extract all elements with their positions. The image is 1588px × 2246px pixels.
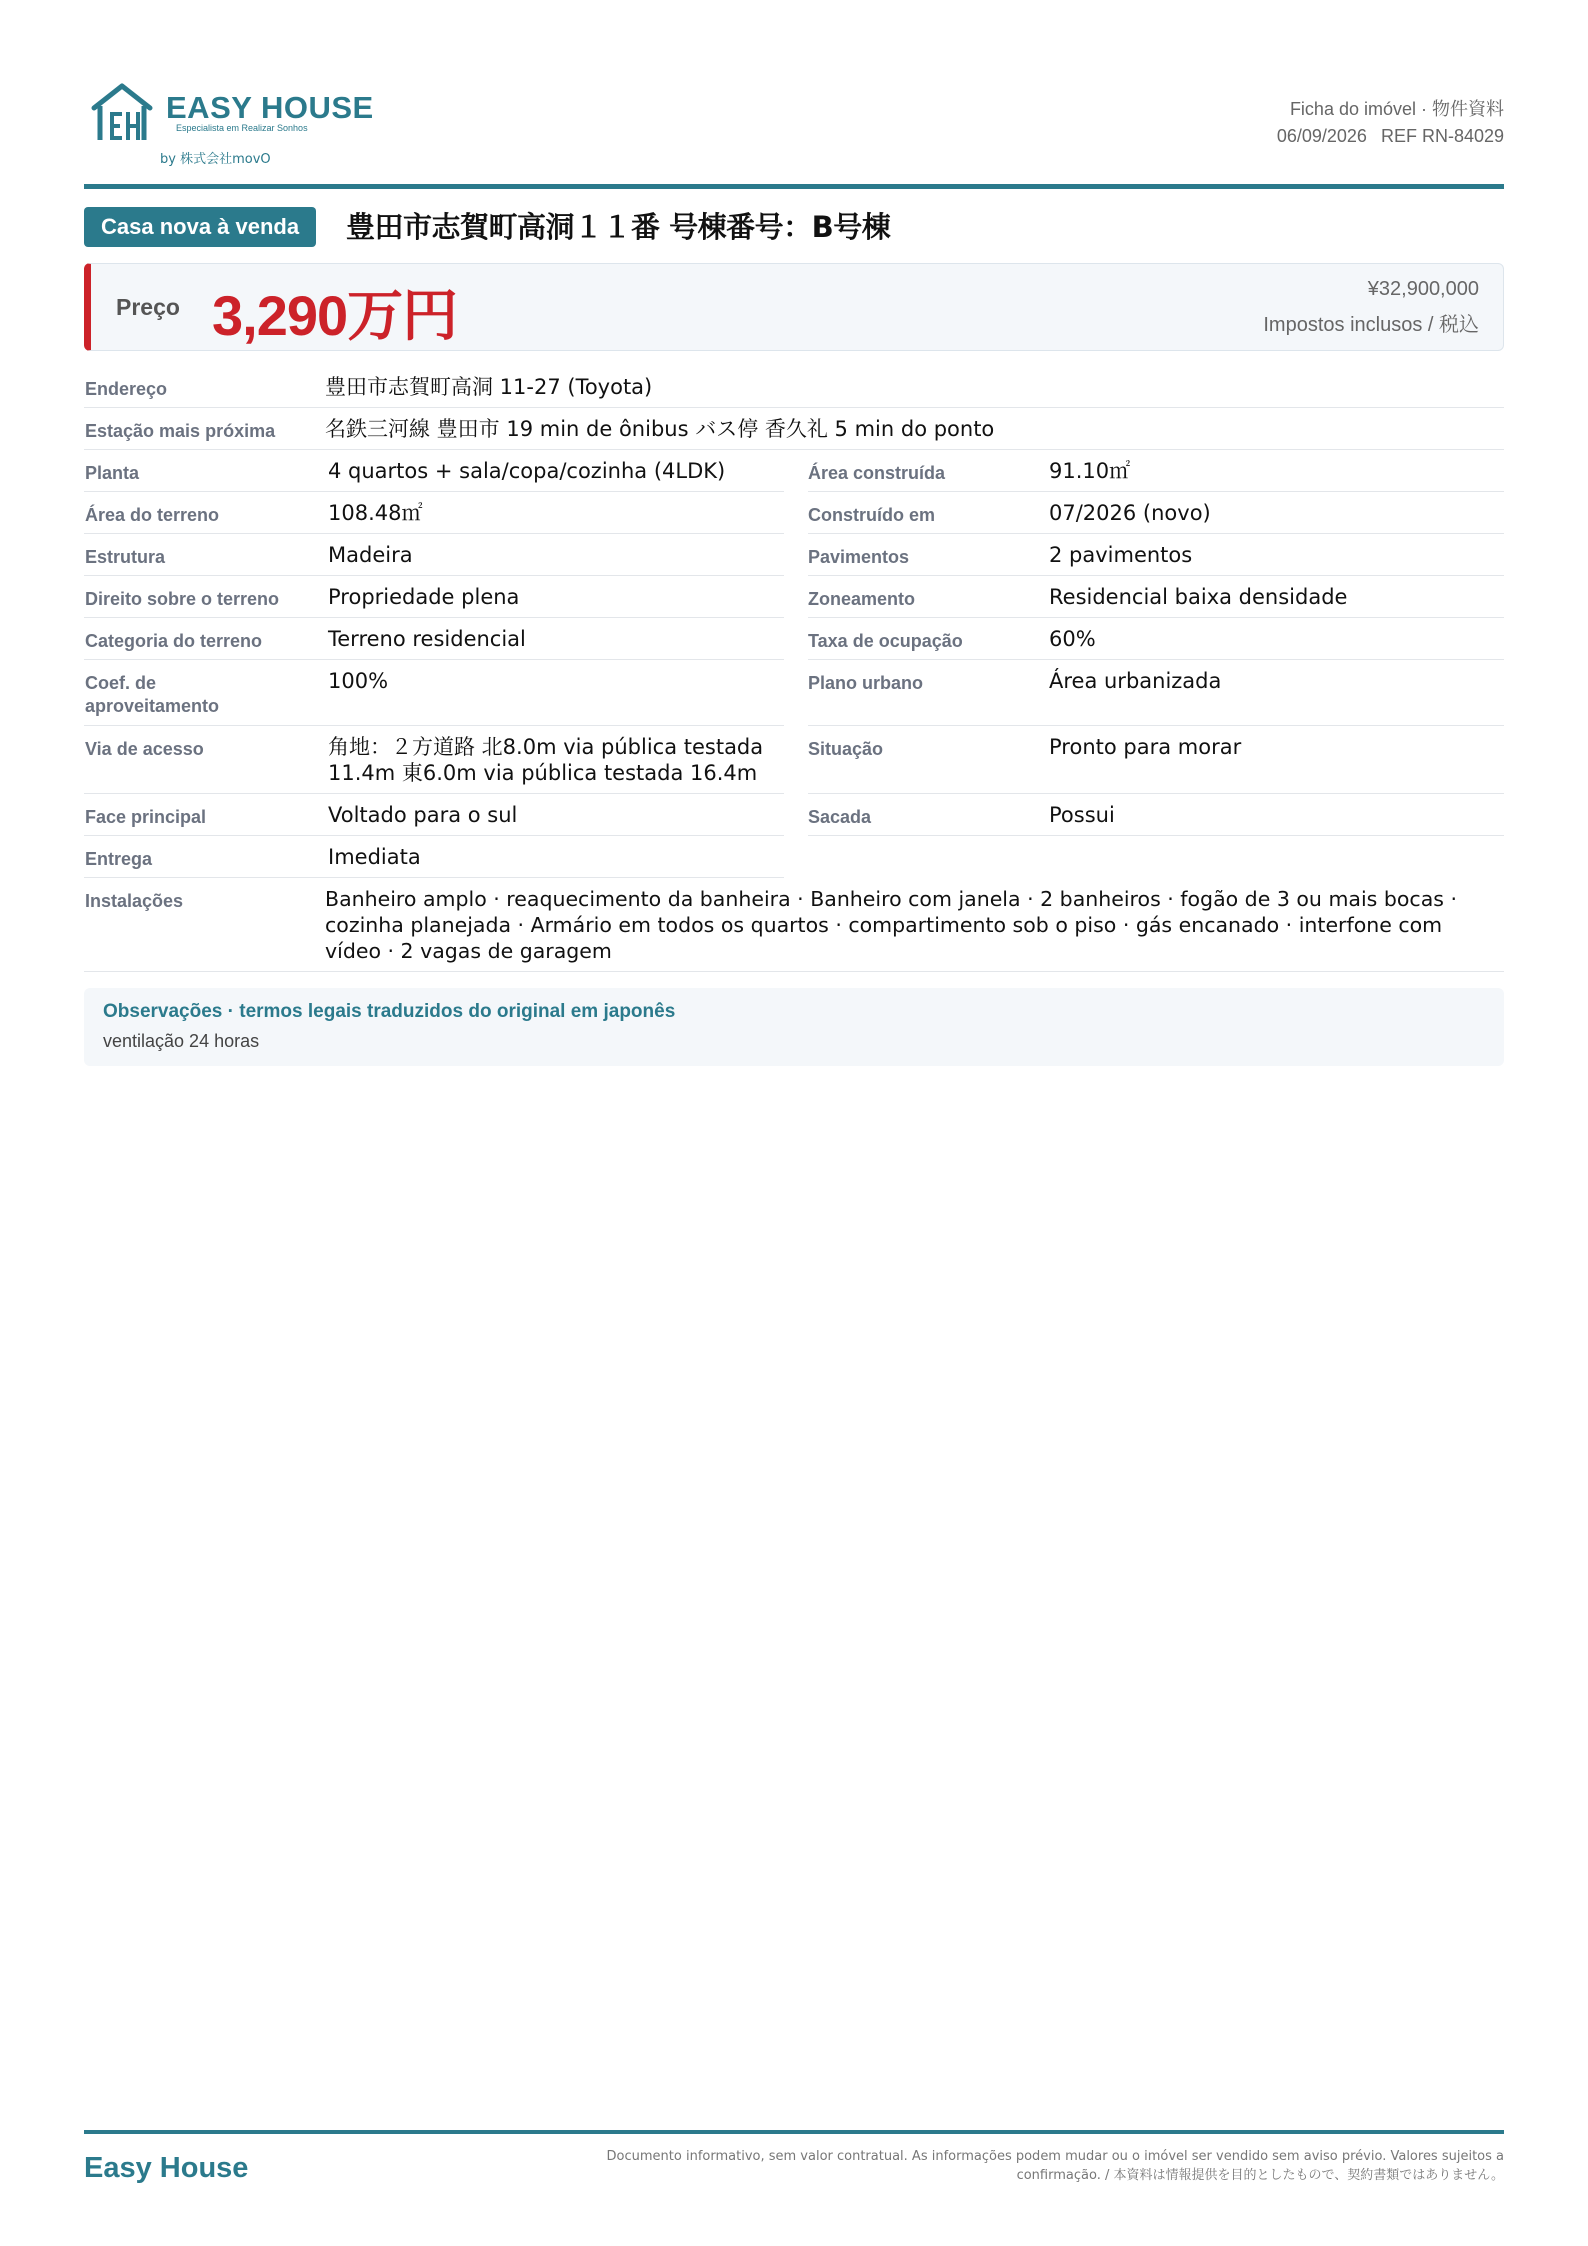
property-title: 豊田市志賀町高洞１１番 号棟番号：B号棟 bbox=[346, 210, 891, 244]
detail-cell bbox=[808, 492, 1504, 534]
detail-row-address bbox=[84, 366, 1504, 408]
detail-value: 4 quartos + sala/copa/cozinha (4LDK) bbox=[328, 459, 726, 483]
detail-label: Construído em bbox=[808, 505, 936, 525]
price-label: Preço bbox=[116, 294, 180, 320]
header bbox=[84, 82, 1504, 182]
price-tax-note: Impostos inclusos / 税込 bbox=[1263, 314, 1479, 336]
detail-value: Madeira bbox=[328, 543, 413, 567]
detail-label: Direito sobre o terreno bbox=[85, 589, 280, 609]
detail-value: 豊田市志賀町高洞 11-27 (Toyota) bbox=[325, 375, 653, 399]
detail-label: Planta bbox=[85, 463, 140, 483]
footer-brand: Easy House bbox=[84, 2152, 249, 2184]
notes-box bbox=[84, 988, 1504, 1066]
details-table bbox=[84, 366, 1504, 972]
price-box bbox=[84, 263, 1504, 351]
detail-cell bbox=[84, 534, 784, 576]
detail-cell bbox=[84, 660, 784, 726]
detail-row-access-road bbox=[84, 726, 1504, 794]
detail-value: 2 pavimentos bbox=[1049, 543, 1193, 567]
detail-label: Entrega bbox=[85, 849, 153, 869]
detail-row-facilities bbox=[84, 878, 1504, 972]
detail-cell bbox=[84, 492, 784, 534]
detail-row-land-category bbox=[84, 618, 1504, 660]
document-date-ref bbox=[1277, 123, 1504, 150]
detail-value: Imediata bbox=[328, 845, 421, 869]
detail-label: Face principal bbox=[85, 807, 207, 827]
detail-label: Coef. de aproveitamento bbox=[85, 673, 220, 716]
brand-logo bbox=[90, 82, 374, 172]
detail-cell bbox=[808, 534, 1504, 576]
detail-label: Pavimentos bbox=[808, 547, 910, 567]
document-meta bbox=[1277, 96, 1504, 150]
detail-label: Estação mais próxima bbox=[85, 421, 276, 441]
detail-label: Sacada bbox=[808, 807, 872, 827]
detail-label: Situação bbox=[808, 739, 884, 759]
detail-label: Área do terreno bbox=[85, 505, 220, 525]
detail-value: Banheiro amplo · reaquecimento da banheira · Banheiro com janela · 2 banheiros · fogão de 3 ou mais bocas · cozinha planejada · Armário em todos os quartos · compartimento sob o piso · gás encanado · interfone com vídeo · 2 vagas de garagem bbox=[325, 887, 1457, 963]
detail-cell bbox=[84, 618, 784, 660]
header-divider bbox=[84, 184, 1504, 189]
detail-label: Zoneamento bbox=[808, 589, 916, 609]
detail-label: Taxa de ocupação bbox=[808, 631, 963, 651]
detail-value: Terreno residencial bbox=[328, 627, 526, 651]
detail-row-plan bbox=[84, 450, 1504, 492]
detail-label: Via de acesso bbox=[85, 739, 204, 759]
property-sheet bbox=[84, 0, 1504, 2246]
listing-type-badge: Casa nova à venda bbox=[84, 207, 316, 247]
document-ref: REF RN-84029 bbox=[1380, 126, 1504, 146]
document-date: 06/09/2026 bbox=[1276, 126, 1367, 146]
detail-cell bbox=[808, 618, 1504, 660]
detail-row-far bbox=[84, 660, 1504, 726]
detail-row-land-area bbox=[84, 492, 1504, 534]
house-logo-icon bbox=[90, 82, 154, 144]
footer-disclaimer: Documento informativo, sem valor contratual. As informações podem mudar ou o imóvel ser vendido sem aviso prévio. Valores sujeitos a confirmação. / 本資料は情報提供を目的としたもので、契約書類ではありません。 bbox=[606, 2149, 1504, 2183]
detail-label: Plano urbano bbox=[808, 673, 924, 693]
detail-value: Área urbanizada bbox=[1049, 669, 1222, 693]
detail-cell bbox=[808, 450, 1504, 492]
footer-divider bbox=[84, 2130, 1504, 2134]
detail-value: 角地：２方道路 北8.0m via pública testada 11.4m 東6.0m via pública testada 16.4m bbox=[328, 735, 764, 785]
notes-title: Observações · termos legais traduzidos do original em japonês bbox=[103, 1001, 676, 1022]
detail-value: 07/2026 (novo) bbox=[1049, 501, 1211, 525]
detail-label: Instalações bbox=[85, 891, 184, 911]
brand-name: EASY HOUSE bbox=[166, 90, 374, 125]
detail-value: 60% bbox=[1049, 627, 1096, 651]
detail-cell bbox=[84, 726, 784, 794]
detail-row-structure bbox=[84, 534, 1504, 576]
detail-cell bbox=[808, 794, 1504, 836]
detail-cell bbox=[84, 836, 784, 878]
detail-cell bbox=[808, 660, 1504, 726]
detail-row-facing bbox=[84, 794, 1504, 836]
detail-cell bbox=[84, 450, 784, 492]
detail-label: Endereço bbox=[85, 379, 168, 399]
detail-cell bbox=[84, 794, 784, 836]
detail-value: 名鉄三河線 豊田市 19 min de ônibus バス停 香久礼 5 min do ponto bbox=[325, 417, 995, 441]
detail-label: Área construída bbox=[808, 463, 946, 483]
detail-value: Voltado para o sul bbox=[328, 803, 518, 827]
detail-row-land-right bbox=[84, 576, 1504, 618]
detail-row-station bbox=[84, 408, 1504, 450]
brand-tagline: Especialista em Realizar Sonhos bbox=[176, 123, 308, 133]
detail-cell bbox=[808, 576, 1504, 618]
price-value: 3,290万円 bbox=[212, 284, 458, 347]
detail-value: Possui bbox=[1049, 803, 1115, 827]
detail-cell bbox=[84, 576, 784, 618]
detail-cell bbox=[808, 726, 1504, 794]
detail-row-delivery bbox=[84, 836, 1504, 878]
price-yen: ¥32,900,000 bbox=[1367, 278, 1479, 300]
document-type: Ficha do imóvel · 物件資料 bbox=[1289, 99, 1504, 119]
notes-text: ventilação 24 horas bbox=[103, 1031, 260, 1051]
brand-company: by 株式会社movO bbox=[160, 152, 271, 167]
title-row bbox=[84, 207, 1504, 251]
detail-value: Propriedade plena bbox=[328, 585, 520, 609]
detail-value: 91.10㎡ bbox=[1049, 459, 1131, 483]
detail-label: Categoria do terreno bbox=[85, 631, 263, 651]
detail-value: 100% bbox=[328, 669, 389, 693]
detail-label: Estrutura bbox=[85, 547, 166, 567]
detail-value: Pronto para morar bbox=[1049, 735, 1242, 759]
detail-value: Residencial baixa densidade bbox=[1049, 585, 1348, 609]
detail-value: 108.48㎡ bbox=[328, 501, 423, 525]
